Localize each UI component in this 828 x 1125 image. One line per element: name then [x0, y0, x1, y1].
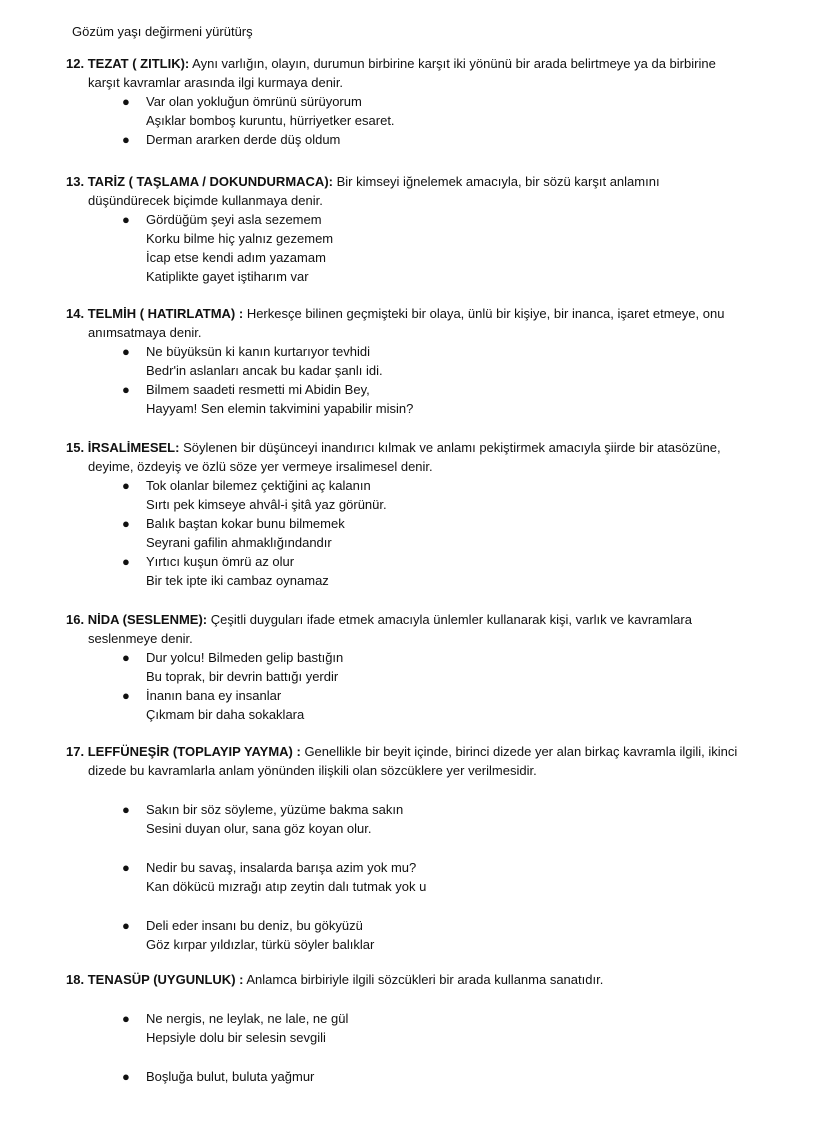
- section-13: [66, 172, 778, 286]
- example-item: [66, 648, 778, 686]
- bullet-icon: ●: [122, 554, 130, 569]
- example-line: Boşluğa bulut, buluta yağmur: [146, 1069, 315, 1084]
- section-14: [66, 304, 778, 418]
- example-line: Hepsiyle dolu bir selesin sevgili: [146, 1030, 326, 1045]
- section-number: 15.: [66, 440, 85, 455]
- definition-text: Aynı varlığın, olayın, durumun birbirine karşıt iki yönünü bir arada belirtmeye ya da birbirine: [192, 56, 716, 71]
- definition-text: Anlamca birbiriyle ilgili sözcükleri bir arada kullanma sanatıdır.: [246, 972, 604, 987]
- section-term: LEFFÜNEŞİR (TOPLAYIP YAYMA) :: [87, 744, 301, 759]
- definition-continuation: deyime, özdeyiş ve özlü söze yer vermeye irsalimesel denir.: [88, 459, 433, 474]
- example-line: Balık baştan kokar bunu bilmemek: [146, 516, 345, 531]
- bullet-icon: ●: [122, 382, 130, 397]
- definition-continuation: seslenmeye denir.: [88, 631, 193, 646]
- example-line: Bir tek ipte iki cambaz oynamaz: [146, 573, 329, 588]
- section-term: TENASÜP (UYGUNLUK) :: [87, 972, 244, 987]
- example-line: Gördüğüm şeyi asla sezemem: [146, 212, 322, 227]
- top-line: Gözüm yaşı değirmeni yürütürş: [72, 24, 253, 39]
- section-number: 18.: [66, 972, 85, 987]
- example-line: Sırtı pek kimseye ahvâl-i şitâ yaz görünür.: [146, 497, 387, 512]
- section-term: TEZAT ( ZITLIK):: [87, 56, 190, 71]
- definition-text: Herkesçe bilinen geçmişteki bir olaya, ünlü bir kişiye, bir inanca, işaret etmeye, onu: [246, 306, 725, 321]
- bullet-icon: ●: [122, 132, 130, 147]
- bullet-icon: ●: [122, 94, 130, 109]
- example-line: Seyrani gafilin ahmaklığındandır: [146, 535, 332, 550]
- definition-text: Genellikle bir beyit içinde, birinci dizede yer alan birkaç kavramla ilgili, ikinci: [304, 744, 738, 759]
- section-12: [66, 54, 778, 149]
- definition-continuation: düşündürecek biçimde kullanmaya denir.: [88, 193, 323, 208]
- section-16: [66, 610, 778, 724]
- example-item: [66, 800, 778, 838]
- examples-list: [66, 210, 778, 286]
- example-line: Çıkmam bir daha sokaklara: [146, 707, 305, 722]
- section-definition: [66, 304, 778, 342]
- bullet-icon: ●: [122, 344, 130, 359]
- definition-continuation: dizede bu kavramlarla anlam yönünden ilişkili olan sözcüklere yer verilmesidir.: [88, 763, 537, 778]
- example-item: [66, 552, 778, 590]
- example-item: [66, 514, 778, 552]
- bullet-icon: ●: [122, 516, 130, 531]
- section-term: TARİZ ( TAŞLAMA / DOKUNDURMACA):: [87, 174, 333, 189]
- example-line: Ne büyüksün ki kanın kurtarıyor tevhidi: [146, 344, 370, 359]
- section-number: 14.: [66, 306, 85, 321]
- bullet-icon: ●: [122, 650, 130, 665]
- example-line: Katiplikte gayet iştiharım var: [146, 269, 309, 284]
- example-line: Dur yolcu! Bilmeden gelip bastığın: [146, 650, 344, 665]
- example-line: Ne nergis, ne leylak, ne lale, ne gül: [146, 1011, 349, 1026]
- section-definition: [66, 970, 778, 989]
- example-line: Sesini duyan olur, sana göz koyan olur.: [146, 821, 372, 836]
- examples-list: [66, 800, 778, 954]
- section-number: 16.: [66, 612, 85, 627]
- definition-continuation: karşıt kavramlar arasında ilgi kurmaya denir.: [88, 75, 344, 90]
- example-item: [66, 858, 778, 896]
- bullet-icon: ●: [122, 1011, 130, 1026]
- section-number: 13.: [66, 174, 85, 189]
- section-number: 17.: [66, 744, 85, 759]
- section-number: 12.: [66, 56, 85, 71]
- bullet-icon: ●: [122, 212, 130, 227]
- examples-list: [66, 476, 778, 590]
- example-item: [66, 92, 778, 130]
- example-item: [66, 1009, 778, 1047]
- section-17: [66, 742, 778, 954]
- example-item: [66, 1067, 778, 1086]
- example-line: Derman ararken derde düş oldum: [146, 132, 341, 147]
- definition-text: Çeşitli duyguları ifade etmek amacıyla ünlemler kullanarak kişi, varlık ve kavramlara: [210, 612, 692, 627]
- bullet-icon: ●: [122, 1069, 130, 1084]
- section-18: [66, 970, 778, 1086]
- example-line: İcap etse kendi adım yazamam: [146, 250, 326, 265]
- section-definition: [66, 742, 778, 780]
- example-line: Sakın bir söz söyleme, yüzüme bakma sakın: [146, 802, 404, 817]
- examples-list: [66, 92, 778, 149]
- examples-list: [66, 342, 778, 418]
- section-15: [66, 438, 778, 590]
- section-term: İRSALİMESEL:: [87, 440, 180, 455]
- bullet-icon: ●: [122, 802, 130, 817]
- example-item: [66, 686, 778, 724]
- definition-text: Bir kimseyi iğnelemek amacıyla, bir sözü karşıt anlamını: [336, 174, 660, 189]
- section-definition: [66, 172, 778, 210]
- example-line: Göz kırpar yıldızlar, türkü söyler balıklar: [146, 937, 375, 952]
- bullet-icon: ●: [122, 478, 130, 493]
- examples-list: [66, 648, 778, 724]
- example-item: [66, 476, 778, 514]
- example-line: Bu toprak, bir devrin battığı yerdir: [146, 669, 339, 684]
- example-item: [66, 210, 778, 286]
- bullet-icon: ●: [122, 688, 130, 703]
- example-item: [66, 130, 778, 149]
- definition-continuation: anımsatmaya denir.: [88, 325, 202, 340]
- section-term: TELMİH ( HATIRLATMA) :: [87, 306, 244, 321]
- example-item: [66, 380, 778, 418]
- example-line: Yırtıcı kuşun ömrü az olur: [146, 554, 295, 569]
- bullet-icon: ●: [122, 860, 130, 875]
- section-definition: [66, 438, 778, 476]
- definition-text: Söylenen bir düşünceyi inandırıcı kılmak ve anlamı pekiştirmek amacıyla şiirde bir atasözüne,: [183, 440, 721, 455]
- example-line: Bilmem saadeti resmetti mi Abidin Bey,: [146, 382, 370, 397]
- example-line: Korku bilme hiç yalnız gezemem: [146, 231, 334, 246]
- example-item: [66, 916, 778, 954]
- example-line: Deli eder insanı bu deniz, bu gökyüzü: [146, 918, 363, 933]
- section-definition: [66, 610, 778, 648]
- example-line: Var olan yokluğun ömrünü sürüyorum: [146, 94, 362, 109]
- bullet-icon: ●: [122, 918, 130, 933]
- example-line: Hayyam! Sen elemin takvimini yapabilir misin?: [146, 401, 414, 416]
- examples-list: [66, 1009, 778, 1086]
- example-line: Bedr'in aslanları ancak bu kadar şanlı idi.: [146, 363, 383, 378]
- example-item: [66, 342, 778, 380]
- example-line: Tok olanlar bilemez çektiğini aç kalanın: [146, 478, 371, 493]
- example-line: Nedir bu savaş, insalarda barışa azim yok mu?: [146, 860, 417, 875]
- section-definition: [66, 54, 778, 92]
- example-line: İnanın bana ey insanlar: [146, 688, 282, 703]
- example-line: Kan dökücü mızrağı atıp zeytin dalı tutmak yok u: [146, 879, 427, 894]
- section-term: NİDA (SESLENME):: [87, 612, 208, 627]
- example-line: Aşıklar bomboş kuruntu, hürriyetker esaret.: [146, 113, 395, 128]
